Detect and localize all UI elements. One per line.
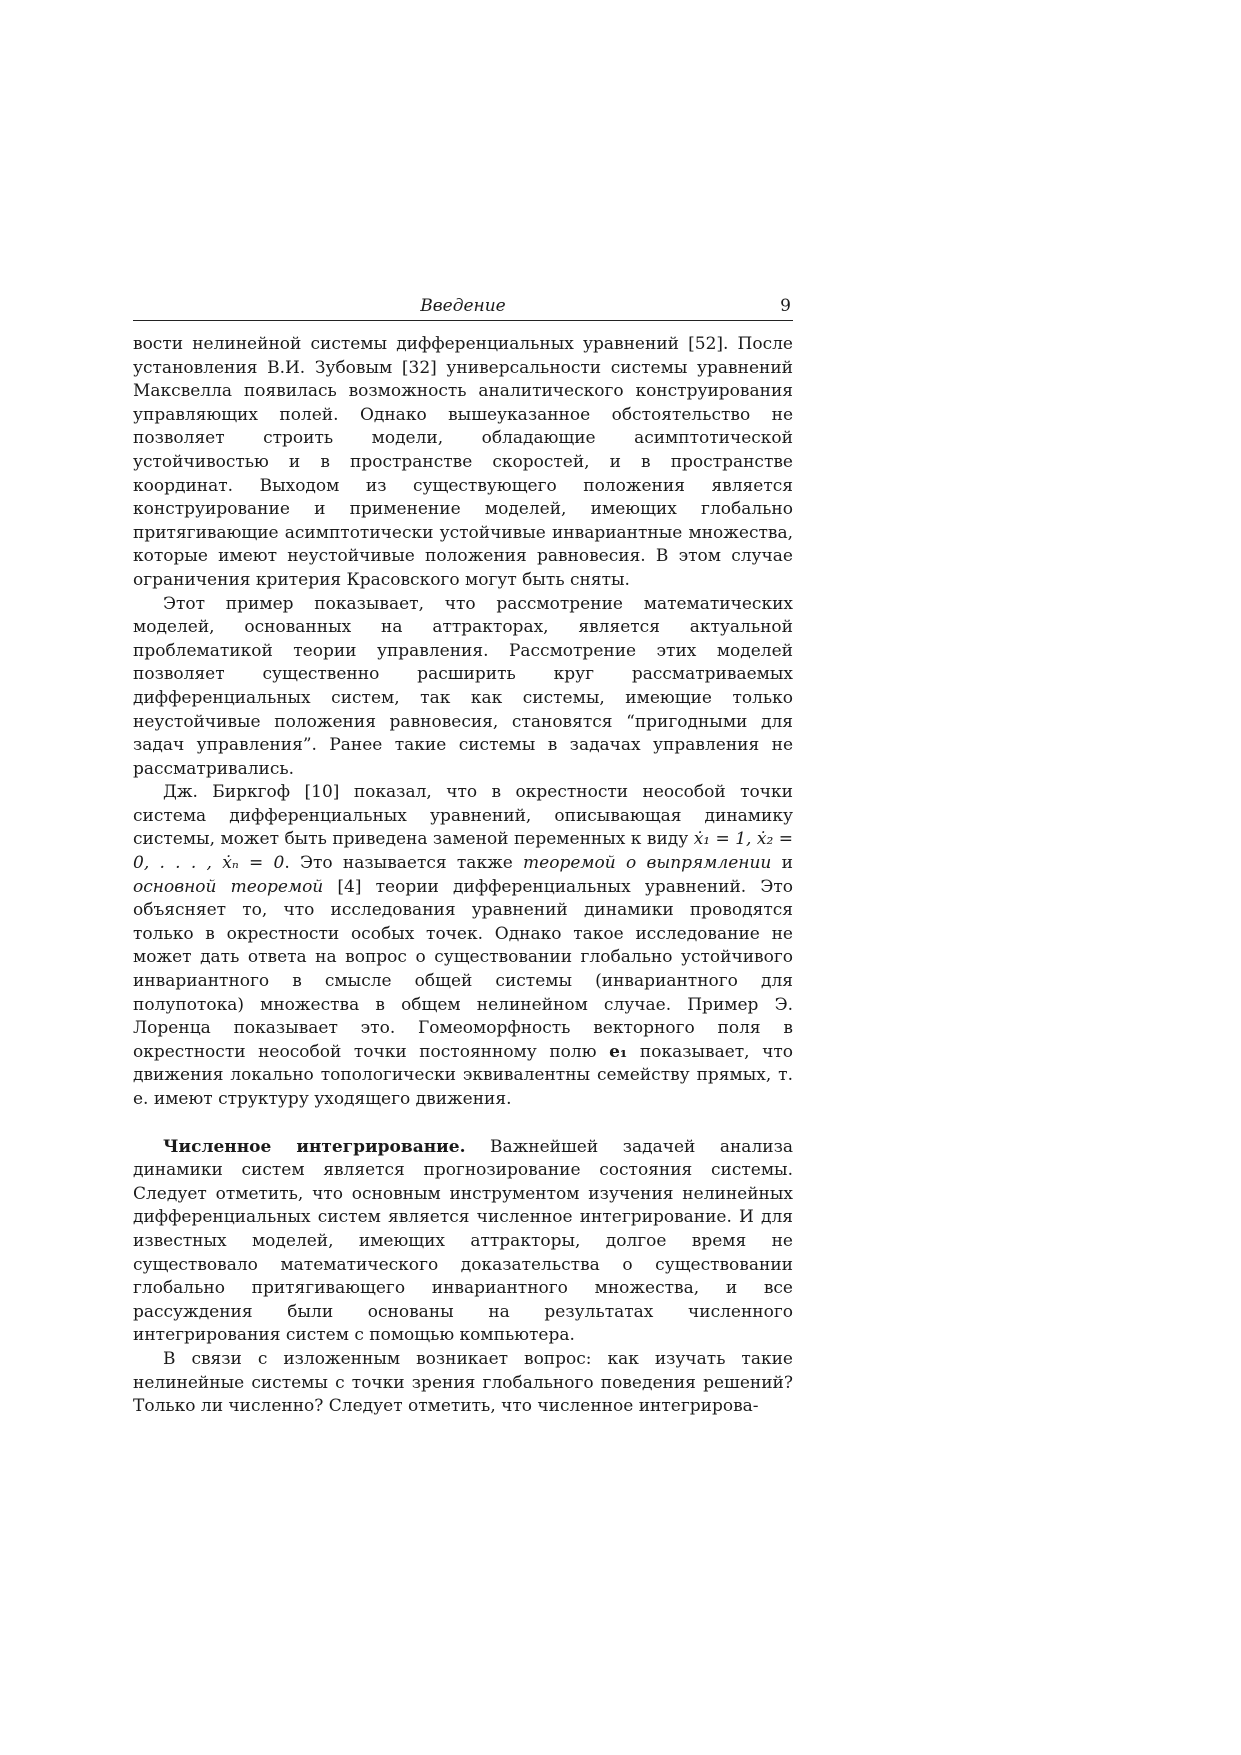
body-text — [133, 333, 793, 1419]
paragraph-4-text: Важнейшей задачей анализа динамики систем является прогнозирование состояния системы. Следует отметить, что основным инструментом изучения нелинейных дифференциальных систем является численное интегрирование. И для известных моделей, имеющих аттракторы, долгое время не существовало математического доказательства о существовании глобально притягивающего инвариантного множества, и все рассуждения были основаны на результатах численного интегрирования систем с помощью компьютера. — [133, 1136, 793, 1346]
paragraph-3-text-b: . Это называется также — [284, 853, 524, 874]
birkhoff-formula: ẋ₁ = 1, ẋ₂ = 0, . . . , ẋₙ = 0 — [133, 829, 793, 874]
paragraph-4 — [133, 1136, 793, 1348]
running-head — [133, 296, 793, 321]
term-main-theorem: основной теоремой — [133, 876, 324, 897]
paragraph-3 — [133, 781, 793, 1111]
vector-e1: e₁ — [609, 1041, 628, 1062]
page-number: 9 — [780, 296, 791, 316]
running-title: Введение — [420, 296, 506, 316]
run-in-heading: Численное интегрирование. — [163, 1136, 466, 1157]
paragraph-5: В связи с изложенным возникает вопрос: как изучать такие нелинейные системы с точки зрения глобального поведения решений? Только ли численно? Следует отметить, что численное интегрирова- — [133, 1348, 793, 1417]
paragraph-3-text-c: и — [771, 853, 793, 874]
section-gap — [133, 1112, 793, 1136]
paragraph-3-text-a: Дж. Биркгоф [10] показал, что в окрестности неособой точки система дифференциальных уравнений, описывающая динамику системы, может быть приведена заменой переменных к виду — [133, 782, 793, 850]
book-page — [133, 296, 793, 1419]
paragraph-3-text-e: показывает, что движения локально топологически эквивалентны семейству прямых, т. е. имеют структуру уходящего движения. — [133, 1041, 794, 1109]
paragraph-3-text-d: [4] теории дифференциальных уравнений. Это объясняет то, что исследования уравнений динамики проводятся только в окрестности особых точек. Однако такое исследование не может дать ответа на вопрос о существовании глобально устойчивого инвариантного в смысле общей системы (инвариантного для полупотока) множества в общем нелинейном случае. Пример Э. Лоренца показывает это. Гомеоморфность векторного поля в окрестности неособой точки постоянному полю — [133, 876, 793, 1062]
paragraph-1: вости нелинейной системы дифференциальных уравнений [52]. После установления В.И. Зубовым [32] универсальности системы уравнений Максвелла появилась возможность аналитического конструирования управляющих полей. Однако вышеуказанное обстоятельство не позволяет строить модели, обладающие асимптотической устойчивостью и в пространстве скоростей, и в пространстве координат. Выходом из существующего положения является конструирование и применение моделей, имеющих глобально притягивающие асимптотически устойчивые инвариантные множества, которые имеют неустойчивые положения равновесия. В этом случае ограничения критерия Красовского могут быть сняты. — [133, 334, 793, 590]
term-straightening-theorem: теоремой о выпрямлении — [523, 853, 772, 874]
paragraph-2: Этот пример показывает, что рассмотрение математических моделей, основанных на аттракторах, является актуальной проблематикой теории управления. Рассмотрение этих моделей позволяет существенно расширить круг рассматриваемых дифференциальных систем, так как системы, имеющие только неустойчивые положения равновесия, становятся “пригодными для задач управления”. Ранее такие системы в задачах управления не рассматривались. — [133, 593, 793, 779]
